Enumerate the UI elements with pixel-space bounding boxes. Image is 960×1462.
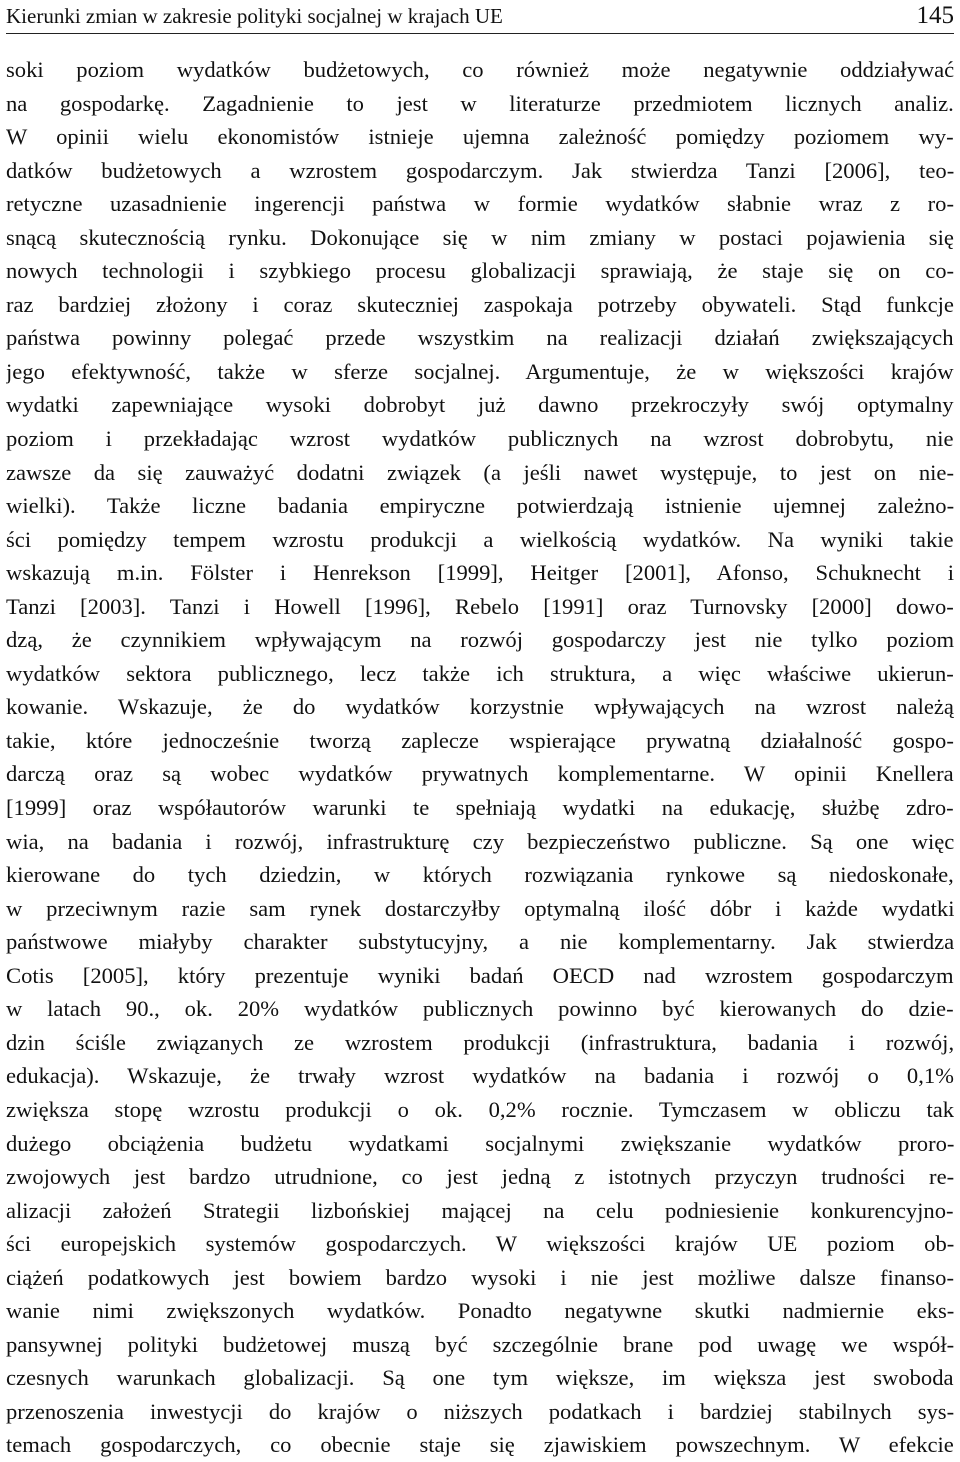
text-line: państwa powinny polegać przede wszystkim na realizacji działań zwiększających — [6, 325, 954, 351]
text-line: [1999] oraz współautorów warunki te spełniają wydatki na edukację, służbę zdro- — [6, 795, 954, 821]
text-line: w przeciwnym razie sam rynek dostarczyłby optymalną ilość dóbr i każde wydatki — [6, 895, 954, 921]
text-line: zwiększa stopę wzrostu produkcji o ok. 0,2% rocznie. Tymczasem w obliczu tak — [6, 1096, 954, 1122]
text-line: Tanzi [2003]. Tanzi i Howell [1996], Rebelo [1991] oraz Turnovsky [2000] dowo- — [6, 593, 954, 619]
body-paragraph — [6, 53, 954, 1462]
text-line: Cotis [2005], który prezentuje wyniki badań OECD nad wzrostem gospodarczym — [6, 962, 954, 988]
text-line: wydatków sektora publicznego, lecz także ich struktura, a więc właściwe ukierun- — [6, 660, 954, 686]
text-line: jego efektywność, także w sferze socjalnej. Argumentuje, że w większości krajów — [6, 358, 954, 384]
text-line: soki poziom wydatków budżetowych, co również może negatywnie oddziaływać — [6, 57, 954, 82]
text-line: kowanie. Wskazuje, że do wydatków korzystnie wpływających na wzrost należą — [6, 694, 954, 720]
text-line: raz bardziej złożony i coraz skuteczniej zaspokaja potrzeby obywateli. Stąd funkcje — [6, 291, 954, 317]
text-line: przenoszenia inwestycji do krajów o niższych podatkach i bardziej stabilnych sys- — [6, 1398, 954, 1424]
text-line: zawsze da się zauważyć dodatni związek (a jeśli nawet występuje, to jest on nie- — [6, 459, 954, 485]
running-header — [6, 0, 954, 34]
text-line: w latach 90., ok. 20% wydatków publicznych powinno być kierowanych do dzie- — [6, 996, 954, 1022]
text-line: edukacja). Wskazuje, że trwały wzrost wydatków na badania i rozwój o 0,1% — [6, 1063, 954, 1089]
text-line: zwojowych jest bardzo utrudnione, co jest jedną z istotnych przyczyn trudności re- — [6, 1164, 954, 1190]
text-line: na gospodarkę. Zagadnienie to jest w literaturze przedmiotem licznych analiz. — [6, 90, 954, 116]
text-line: takie, które jednocześnie tworzą zaplecze wspierające prywatną działalność gospo- — [6, 727, 954, 753]
text-line: dzin ściśle związanych ze wzrostem produkcji (infrastruktura, badania i rozwój, — [6, 1029, 954, 1055]
text-line: kierowane do tych dziedzin, w których rozwiązania rynkowe są niedoskonałe, — [6, 862, 954, 888]
text-line: W opinii wielu ekonomistów istnieje ujemna zależność pomiędzy poziomem wy- — [6, 124, 954, 150]
text-line: wydatki zapewniające wysoki dobrobyt już dawno przekroczyły swój optymalny — [6, 392, 954, 418]
text-line: państwowe miałyby charakter substytucyjny, a nie komplementarny. Jak stwierdza — [6, 929, 954, 955]
text-line: dużego obciążenia budżetu wydatkami socjalnymi zwiększanie wydatków proro- — [6, 1130, 954, 1156]
text-line: nowych technologii i szybkiego procesu globalizacji sprawiają, że staje się on co- — [6, 258, 954, 284]
text-line: wanie nimi zwiększonych wydatków. Ponadto negatywne skutki nadmiernie eks- — [6, 1298, 954, 1324]
text-line: ści europejskich systemów gospodarczych. W większości krajów UE poziom ob- — [6, 1231, 954, 1257]
text-line: retyczne uzasadnienie ingerencji państwa w formie wydatków słabnie wraz z ro- — [6, 191, 954, 217]
text-line: dzą, że czynnikiem wpływającym na rozwój gospodarczy jest nie tylko poziom — [6, 627, 954, 653]
text-line: ciążeń podatkowych jest bowiem bardzo wysoki i nie jest możliwe dalsze finanso- — [6, 1264, 954, 1290]
text-line: wia, na badania i rozwój, infrastrukturę czy bezpieczeństwo publiczne. Są one więc — [6, 828, 954, 854]
text-line: datków budżetowych a wzrostem gospodarczym. Jak stwierdza Tanzi [2006], teo- — [6, 157, 954, 183]
text-line: wskazują m.in. Fölster i Henrekson [1999], Heitger [2001], Afonso, Schuknecht i — [6, 560, 954, 586]
text-line: wielki). Także liczne badania empiryczne potwierdzają istnienie ujemnej zależno- — [6, 493, 954, 519]
text-line: pansywnej polityki budżetowej muszą być szczególnie brane pod uwagę we współ- — [6, 1331, 954, 1357]
text-line: poziom i przekładając wzrost wydatków publicznych na wzrost dobrobytu, nie — [6, 426, 954, 452]
text-line: darczą oraz są wobec wydatków prywatnych komplementarne. W opinii Knellera — [6, 761, 954, 787]
text-line: czesnych warunkach globalizacji. Są one tym większe, im większa jest swoboda — [6, 1365, 954, 1391]
text-line: snącą skutecznością rynku. Dokonujące się w nim zmiany w postaci pojawienia się — [6, 224, 954, 250]
page-number: 145 — [916, 2, 954, 29]
text-line: ści pomiędzy tempem wzrostu produkcji a wielkością wydatków. Na wyniki takie — [6, 526, 954, 552]
text-line: temach gospodarczych, co obecnie staje się zjawiskiem powszechnym. W efekcie — [6, 1432, 954, 1458]
text-line: alizacji założeń Strategii lizbońskiej mającej na celu podniesienie konkurencyjno- — [6, 1197, 954, 1223]
running-title: Kierunki zmian w zakresie polityki socjalnej w krajach UE — [6, 4, 503, 28]
